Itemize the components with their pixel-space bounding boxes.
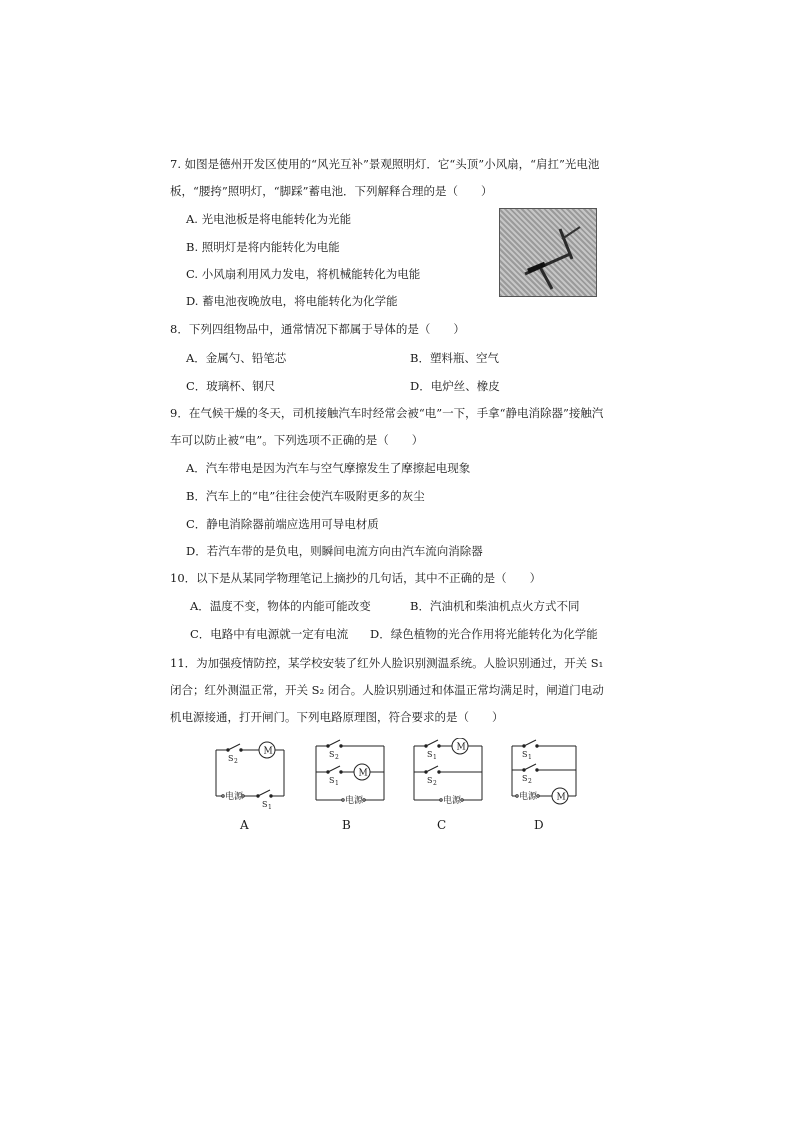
q9-option-c: C．静电消除器前端应选用可导电材质 <box>186 517 379 531</box>
q11-stem-line3: 机电源接通，打开闸门。下列电路原理图，符合要求的是（ ） <box>170 710 504 724</box>
q11-stem-line2: 闭合；红外测温正常，开关 S₂ 闭合。人脸识别通过和体温正常均满足时，闸道门电动 <box>170 683 604 697</box>
switch-s2-label: S <box>329 750 335 759</box>
q10-option-a: A．温度不变，物体的内能可能改变 <box>190 599 371 613</box>
q8-option-d: D．电炉丝、橡皮 <box>410 379 500 393</box>
q8-option-a: A．金属勺、铅笔芯 <box>186 351 287 365</box>
motor-label: M <box>263 746 273 757</box>
switch-s1-subscript: 1 <box>268 804 272 810</box>
circuit-label-a: A <box>240 818 249 832</box>
q8-option-c: C．玻璃杯、钢尺 <box>186 379 276 393</box>
q7-option-c: C. 小风扇利用风力发电，将机械能转化为电能 <box>186 267 421 281</box>
q9-option-a: A．汽车带电是因为汽车与空气摩擦发生了摩擦起电现象 <box>186 461 471 475</box>
circuit-label-c: C <box>437 818 447 832</box>
circuit-diagram-b <box>312 738 392 810</box>
switch-s2-subscript: 2 <box>433 780 437 787</box>
street-lamp-photo <box>499 208 597 297</box>
switch-s2-label: S <box>522 774 528 783</box>
q7-stem-line1: 7. 如图是德州开发区使用的“风光互补”景观照明灯．它“头顶”小风扇，“肩扛”光电池 <box>170 157 600 171</box>
circuit-label-b: B <box>342 818 351 832</box>
q9-option-d: D．若汽车带的是负电，则瞬间电流方向由汽车流向消除器 <box>186 544 483 558</box>
q9-stem-line1: 9．在气候干燥的冬天，司机接触汽车时经常会被“电”一下，手拿“静电消除器”接触汽 <box>170 406 604 420</box>
switch-s1-subscript: 1 <box>433 754 437 761</box>
motor-label: M <box>556 792 566 803</box>
switch-s2-subscript: 2 <box>528 778 532 785</box>
circuit-diagram-c <box>410 738 490 810</box>
q10-option-c: C．电路中有电源就一定有电流 <box>190 627 349 641</box>
switch-s1-subscript: 1 <box>335 780 339 787</box>
motor-label: M <box>358 768 368 779</box>
switch-s2-label: S <box>228 754 234 763</box>
q10-stem: 10．以下是从某同学物理笔记上摘抄的几句话，其中不正确的是（ ） <box>170 571 542 585</box>
switch-s2-subscript: 2 <box>234 758 238 765</box>
q10-option-d: D．绿色植物的光合作用将光能转化为化学能 <box>370 627 598 641</box>
switch-s1-label: S <box>262 800 268 809</box>
q11-stem-line1: 11．为加强疫情防控，某学校安装了红外人脸识别测温系统。人脸识别通过，开关 S₁ <box>170 656 604 670</box>
q7-stem-line2: 板，“腰挎”照明灯，“脚踩”蓄电池．下列解释合理的是（ ） <box>170 184 493 198</box>
motor-label: M <box>456 742 466 753</box>
source-label: 电源 <box>345 796 364 806</box>
switch-s1-label: S <box>522 750 528 759</box>
switch-s2-label: S <box>427 776 433 785</box>
q7-option-a: A. 光电池板是将电能转化为光能 <box>186 212 352 226</box>
switch-s1-label: S <box>329 776 335 785</box>
source-label: 电源 <box>519 792 538 802</box>
q8-option-b: B．塑料瓶、空气 <box>410 351 499 365</box>
source-label: 电源 <box>225 792 244 802</box>
switch-s1-subscript: 1 <box>528 754 532 761</box>
source-label: 电源 <box>443 796 462 806</box>
q9-option-b: B．汽车上的“电”往往会使汽车吸附更多的灰尘 <box>186 489 425 503</box>
q7-option-b: B. 照明灯是将内能转化为电能 <box>186 240 340 254</box>
circuit-diagram-a <box>212 738 292 810</box>
q7-option-d: D. 蓄电池夜晚放电，将电能转化为化学能 <box>186 294 398 308</box>
switch-s2-subscript: 2 <box>335 754 339 761</box>
circuit-diagram-d <box>508 738 588 810</box>
q10-option-b: B．汽油机和柴油机点火方式不同 <box>410 599 580 613</box>
q9-stem-line2: 车可以防止被“电”。下列选项不正确的是（ ） <box>170 433 424 447</box>
q8-stem: 8．下列四组物品中，通常情况下都属于导体的是（ ） <box>170 322 465 336</box>
circuit-label-d: D <box>534 818 544 832</box>
switch-s1-label: S <box>427 750 433 759</box>
